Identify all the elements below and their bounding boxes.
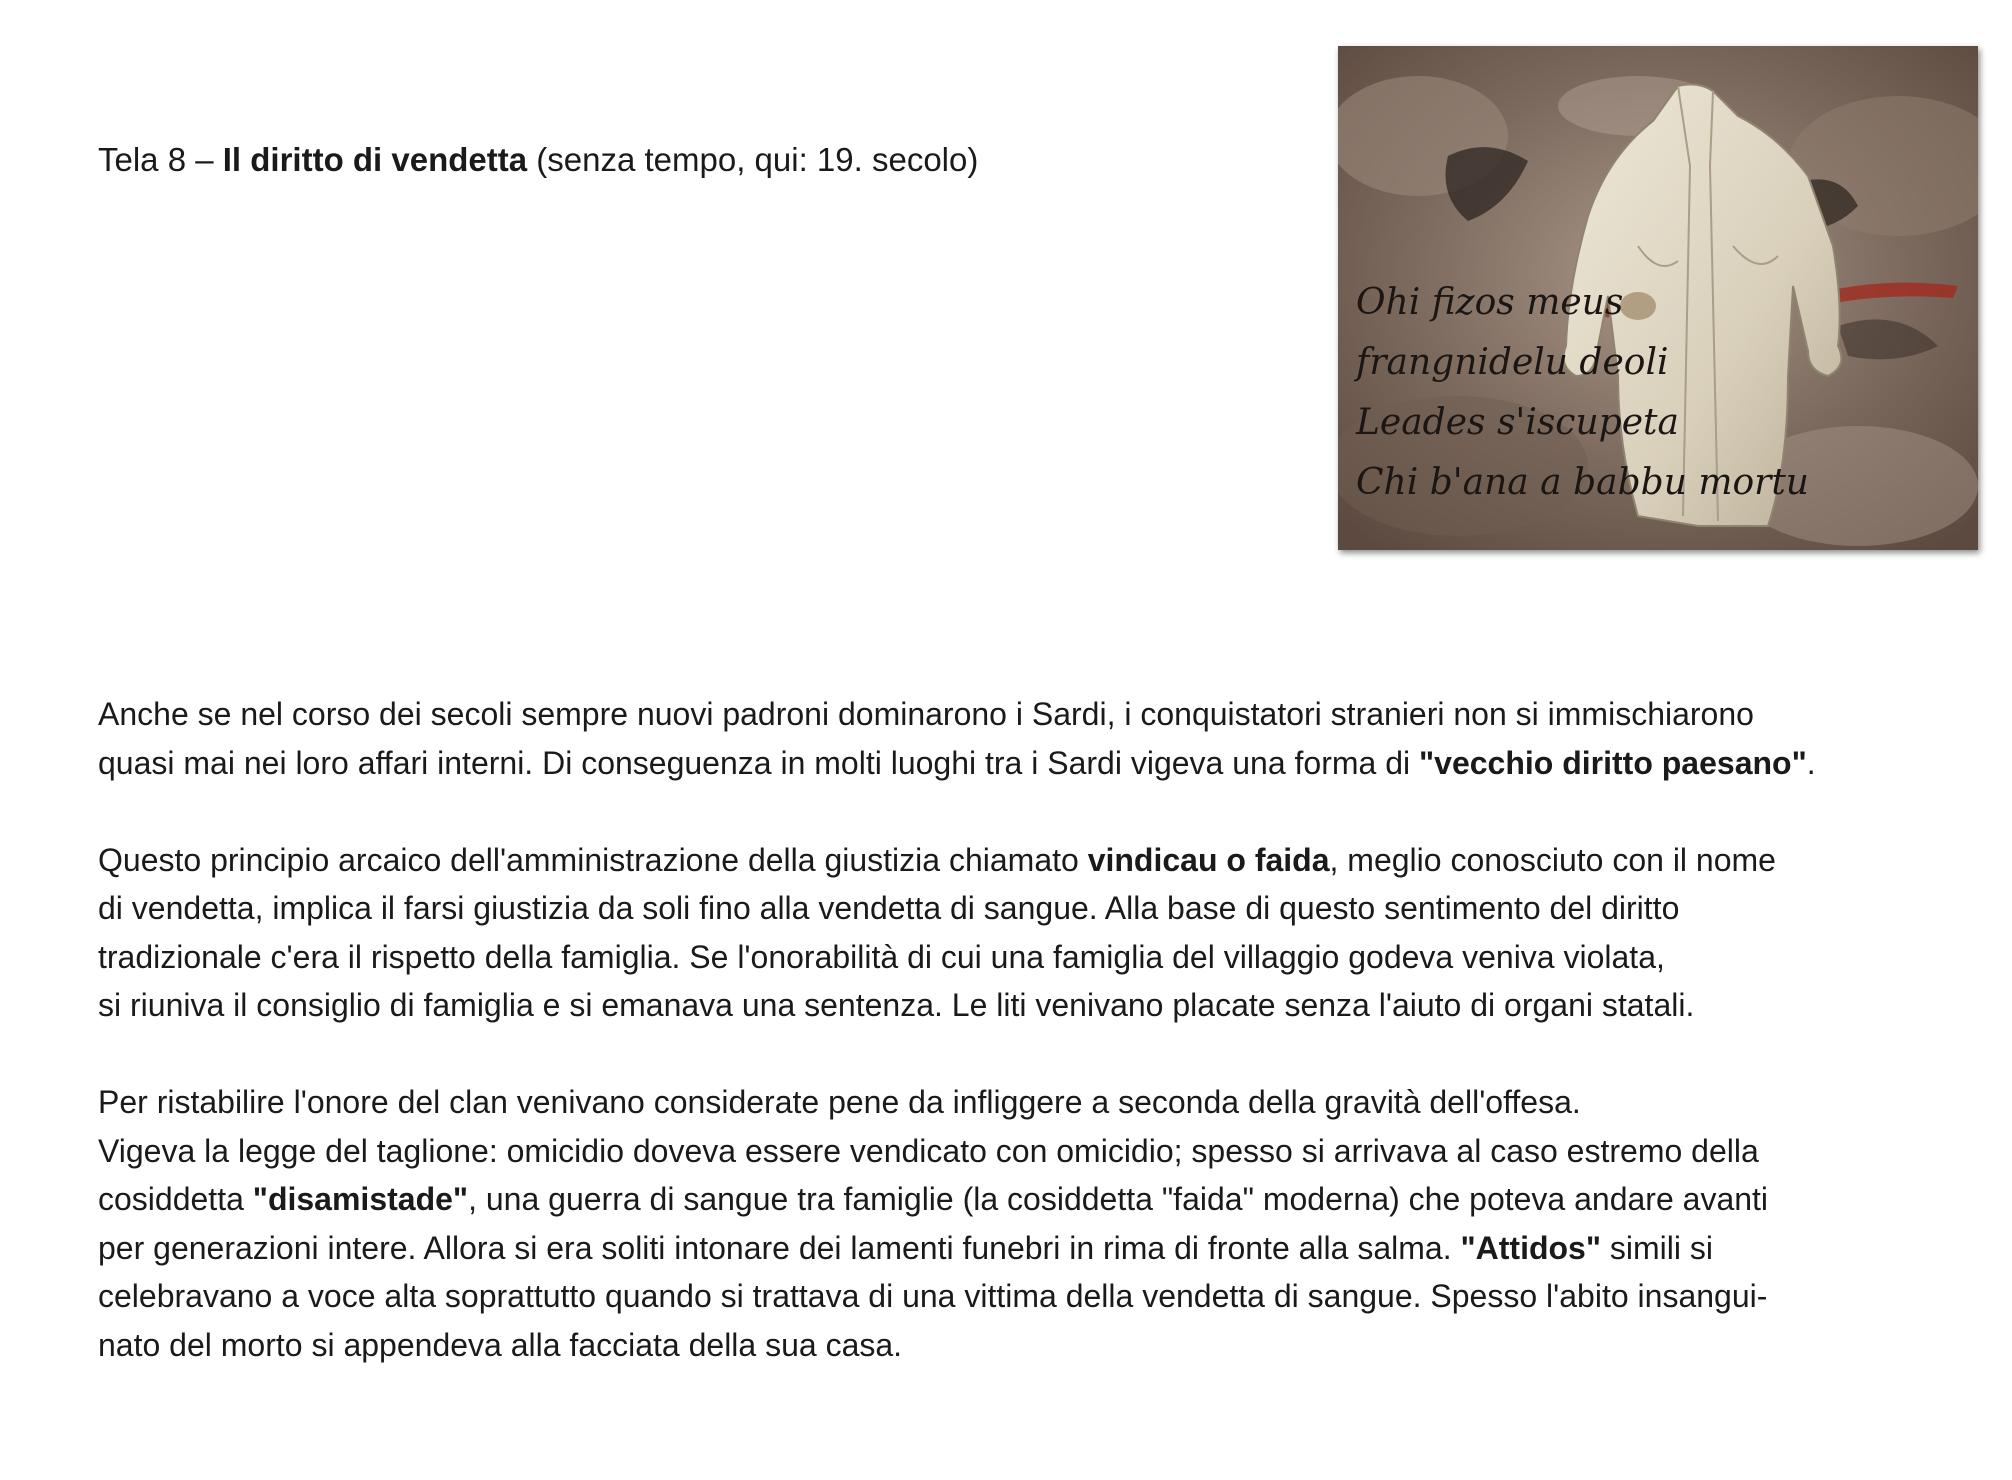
caption-title: Il diritto di vendetta (222, 141, 528, 178)
text-span: , una guerra di sangue tra famiglie (la cosiddetta "faida" moderna) che poteva andare avanti (468, 1181, 1769, 1217)
bold-term: vindicau o faida (1087, 841, 1330, 878)
text-line: Anche se nel corso dei secoli sempre nuovi padroni dominarono i Sardi, i conquistatori stranieri non si immischiarono (98, 696, 1754, 732)
inscription-line-3: Leades s'iscupeta (1356, 402, 1679, 443)
paragraph-1 (98, 690, 1978, 787)
text-line: di vendetta, implica il farsi giustizia da soli fino alla vendetta di sangue. Alla base di questo sentimento del diritto (98, 890, 1680, 926)
text-line (98, 836, 1978, 885)
text-span: per generazioni intere. Allora si era soliti intonare dei lamenti funebri in rima di fronte alla salma. (98, 1229, 1461, 1266)
text-line: celebravano a voce alta soprattutto quando si trattava di una vittima della vendetta di sangue. Spesso l'abito insangui- (98, 1278, 1768, 1314)
text-span: quasi mai nei loro affari interni. Di conseguenza in molti luoghi tra i Sardi vigeva una forma di (98, 744, 1419, 781)
artwork-caption (98, 138, 978, 182)
caption-prefix: Tela 8 – (98, 141, 223, 178)
bold-term: "Attidos" (1460, 1229, 1602, 1266)
inscription-line-4: Chi b'ana a babbu mortu (1356, 462, 1809, 503)
text-span: . (1806, 744, 1816, 781)
text-line: Vigeva la legge del taglione: omicidio doveva essere vendicato con omicidio; spesso si arrivava al caso estremo della (98, 1132, 1759, 1169)
text-line: tradizionale c'era il rispetto della famiglia. Se l'onorabilità di cui una famiglia del villaggio godeva veniva violata, (98, 938, 1665, 975)
text-line (98, 739, 1978, 788)
article-body (98, 690, 1978, 1418)
text-line: Per ristabilire l'onore del clan venivano considerate pene da infliggere a seconda della gravità dell'offesa. (98, 1084, 1581, 1120)
text-line (98, 1224, 1978, 1273)
text-span: simili si (1601, 1229, 1713, 1266)
paragraph-2 (98, 836, 1978, 1030)
caption-suffix: (senza tempo, qui: 19. secolo) (527, 141, 979, 178)
painting-image (1338, 46, 1978, 550)
bold-term: "vecchio diritto paesano" (1418, 744, 1807, 781)
paragraph-3 (98, 1078, 1978, 1369)
text-span: , meglio conosciuto con il nome (1329, 841, 1776, 878)
inscription-line-2: frangnidelu deoli (1356, 342, 1669, 383)
text-span: cosiddetta (98, 1181, 253, 1217)
text-line: nato del morto si appendeva alla facciata della sua casa. (98, 1326, 903, 1363)
inscription-line-1: Ohi fizos meus (1356, 282, 1624, 323)
text-line: si riuniva il consiglio di famiglia e si emanava una sentenza. Le liti venivano placate senza l'aiuto di organi statali. (98, 987, 1695, 1023)
text-line (98, 1175, 1978, 1224)
text-span: Questo principio arcaico dell'amministrazione della giustizia chiamato (98, 841, 1088, 878)
bold-term: "disamistade" (252, 1181, 469, 1217)
